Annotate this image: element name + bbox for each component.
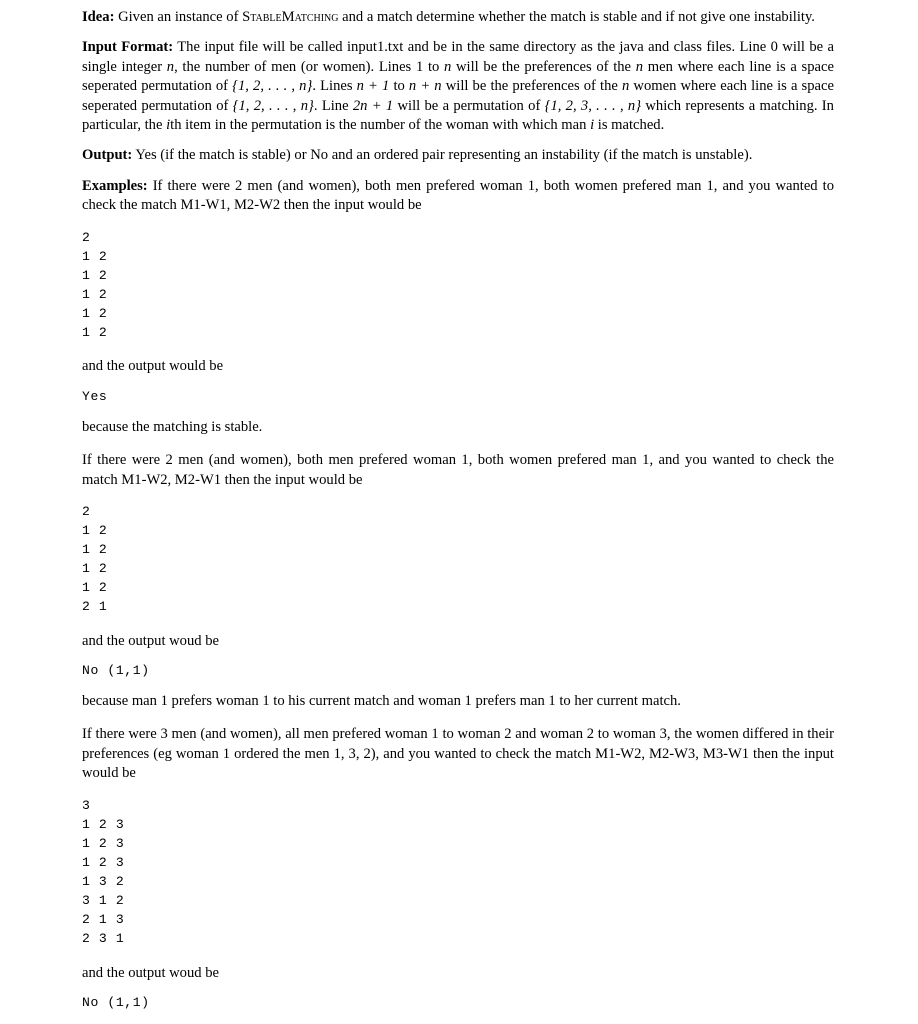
code-line: 1 2 <box>82 561 108 577</box>
input-format-t1: The input file will be called input1.txt and be in the same directory as the java and class files. Line 0 will be a single integer <box>82 39 834 75</box>
input-format-t11: which represents a matching. In particular, the <box>82 97 834 134</box>
output-text: Yes (if the match is stable) or No and an ordered pair representing an instability (if the match is unstable). <box>132 147 753 164</box>
code-line: 1 2 <box>82 325 108 341</box>
code-line: 1 2 <box>82 523 108 539</box>
code-line: 2 1 <box>82 599 108 615</box>
examples-text: If there were 2 men (and women), both men prefered woman 1, both women prefered man 1, and you wanted to check the match M1-W1, M2-W2 then the input would be <box>82 177 834 214</box>
code-line: 2 <box>82 503 91 519</box>
example3-output-intro: and the output woud be <box>82 964 219 981</box>
example1-explanation: because the matching is stable. <box>82 418 263 435</box>
code-line: 1 2 3 <box>82 854 125 870</box>
example2-intro: If there were 2 men (and women), both men prefered woman 1, both women prefered man 1, and you wanted to check the match M1-W2, M2-W1 then the input would be <box>82 452 834 488</box>
expr-n-plus-n: n + n <box>408 78 442 95</box>
paragraph-output <box>82 146 834 165</box>
example3-output: No (1,1) <box>82 994 150 1010</box>
code-line: 2 1 3 <box>82 912 125 928</box>
input-format-t13: is matched. <box>594 117 665 134</box>
input-format-t8: women where each line is a space seperated permutation of <box>82 78 834 114</box>
paragraph-examples <box>82 177 834 216</box>
idea-text-1: Given an instance of <box>114 9 243 25</box>
input-format-label: Input Format: <box>82 39 174 56</box>
example1-output: Yes <box>82 388 108 404</box>
example2-explanation: because man 1 prefers woman 1 to his current match and woman 1 prefers man 1 to her current match. <box>82 693 681 709</box>
example2-input-block <box>82 502 834 617</box>
var-n-2: n <box>444 58 452 75</box>
output-label: Output: <box>82 147 133 164</box>
code-line: 1 2 <box>82 248 108 264</box>
code-line: 2 <box>82 229 91 245</box>
code-line: 1 2 <box>82 286 108 302</box>
input-format-t7: will be the preferences of the <box>441 78 622 95</box>
input-format-t3: will be the preferences of the <box>451 58 636 75</box>
stable-matching-term: StableMatching <box>242 9 339 25</box>
idea-text-2: and a match determine whether the match is stable and if not give one instability. <box>338 9 815 25</box>
input-format-t6: to <box>389 78 409 95</box>
code-line: 1 2 <box>82 306 108 322</box>
set-expression-2: {1, 2, . . . , n} <box>232 97 314 114</box>
input-format-t12: th item in the permutation is the number of the woman with which man <box>170 117 591 134</box>
code-line: 3 1 2 <box>82 893 125 909</box>
var-i-2: i <box>590 117 595 134</box>
var-i-1: i <box>166 117 171 134</box>
expr-n-plus-1: n + 1 <box>356 78 390 95</box>
paragraph-idea <box>82 8 834 27</box>
code-line: 3 <box>82 797 91 813</box>
code-line: 1 2 3 <box>82 816 125 832</box>
examples-label: Examples: <box>82 177 148 194</box>
expr-2n-plus-1: 2n + 1 <box>352 97 394 114</box>
code-line: 1 2 <box>82 542 108 558</box>
input-format-t9: . Line <box>313 97 353 114</box>
example1-output-intro: and the output would be <box>82 358 224 375</box>
code-line: 1 2 <box>82 580 108 596</box>
example3-intro: If there were 3 men (and women), all men prefered woman 1 to woman 2 and woman 2 to woman 3, the women differed in their preferences (eg woman 1 ordered the men 1, 3, 2), and you wanted to check the match M1-W2, M2-W3, M3-W1 then the input would be <box>82 726 834 782</box>
example2-output-intro: and the output woud be <box>82 632 219 649</box>
paragraph-input-format <box>82 38 834 135</box>
code-line: 2 3 1 <box>82 931 125 947</box>
var-n-4: n <box>621 78 630 95</box>
set-expression-3: {1, 2, 3, . . . , n} <box>544 97 642 114</box>
input-format-t5: . Lines <box>312 78 357 95</box>
code-line: 1 2 <box>82 267 108 283</box>
example1-input-block <box>82 228 834 343</box>
idea-label: Idea: <box>82 9 115 25</box>
code-line: 1 2 3 <box>82 835 125 851</box>
set-expression-1: {1, 2, . . . , n} <box>232 78 313 95</box>
var-n-3: n <box>635 58 644 75</box>
example2-output: No (1,1) <box>82 663 150 678</box>
var-n-1: n <box>166 58 175 75</box>
example3-input-block <box>82 796 834 949</box>
input-format-t4: men where each line is a space seperated permutation of <box>82 58 834 95</box>
input-format-t2: , the number of men (or women). Lines 1 to <box>174 58 444 75</box>
input-format-t10: will be a permutation of <box>393 97 545 114</box>
code-line: 1 3 2 <box>82 874 125 890</box>
